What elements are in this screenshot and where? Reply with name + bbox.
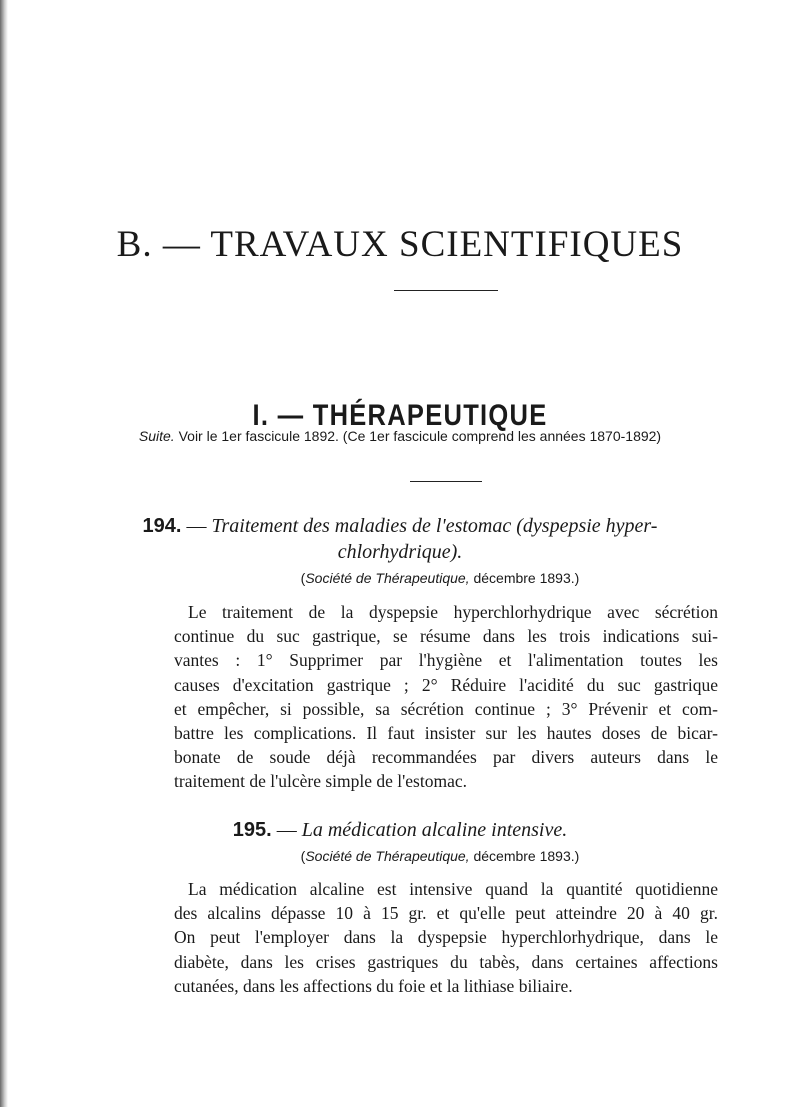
main-title: B. — TRAVAUX SCIENTIFIQUES [116, 223, 684, 265]
body-line: cutanées, dans les affections du foie et la lithiase biliaire. [174, 975, 573, 996]
body-line: vantes : 1° Supprimer par l'hygiène et l'alimentation toutes les [174, 650, 718, 671]
section-note-text: Voir le 1er fascicule 1892. (Ce 1er fascicule comprend les années 1870-1892) [174, 428, 662, 444]
entry-194-heading [0, 513, 800, 565]
body-line: On peut l'employer dans la dyspepsie hyperchlorhydrique, dans le [174, 927, 718, 948]
entry-194-source: (Société de Thérapeutique, décembre 1893.) [300, 570, 580, 586]
body-line: et empêcher, si possible, sa sécrétion continue ; 3° Prévenir et com- [174, 698, 718, 719]
section-note-suite: Suite. [138, 428, 175, 444]
section-divider [410, 481, 482, 482]
entry-195-source: (Société de Thérapeutique, décembre 1893.) [300, 848, 580, 864]
entry-195-heading [0, 817, 800, 843]
entry-195-title: La médication alcaline intensive. [301, 819, 568, 841]
entry-194-source-date: décembre 1893. [469, 570, 575, 586]
entry-194-dash: — [181, 515, 212, 537]
entry-194-number: 194. [142, 515, 182, 537]
body-line: La médication alcaline est intensive quand la quantité quotidienne [188, 879, 718, 899]
title-divider [394, 290, 498, 291]
body-line: battre les complications. Il faut insister sur les hautes doses de bicar- [174, 723, 718, 744]
body-line: des alcalins dépasse 10 à 15 gr. et qu'elle peut atteindre 20 à 40 gr. [174, 903, 718, 924]
entry-195-source-date: décembre 1893. [469, 848, 575, 864]
section-note [0, 428, 800, 444]
body-line: causes d'excitation gastrique ; 2° Réduire l'acidité du suc gastrique [174, 674, 718, 695]
entry-194-title-line2: chlorhydrique). [337, 541, 463, 563]
entry-194-title-line1: Traitement des maladies de l'estomac (dyspepsie hyper- [211, 515, 658, 537]
entry-194-source-society: Société de Thérapeutique, [305, 570, 470, 586]
body-line: diabète, dans les crises gastriques du tabès, dans certaines affections [174, 951, 718, 972]
section-title: I. — THÉRAPEUTIQUE [252, 398, 548, 432]
body-line: bonate de soude déjà recommandées par divers auteurs dans le [174, 747, 718, 768]
body-line: Le traitement de la dyspepsie hyperchlorhydrique avec sécrétion [188, 602, 718, 622]
entry-195-dash: — [271, 819, 302, 841]
entry-195-body [174, 877, 718, 998]
entry-194-body [174, 600, 718, 794]
entry-195-number: 195. [232, 819, 272, 841]
entry-195-source-society: Société de Thérapeutique, [305, 848, 470, 864]
body-line: continue du suc gastrique, se résume dans les trois indications sui- [174, 626, 718, 647]
body-line: traitement de l'ulcère simple de l'estomac. [174, 771, 467, 792]
